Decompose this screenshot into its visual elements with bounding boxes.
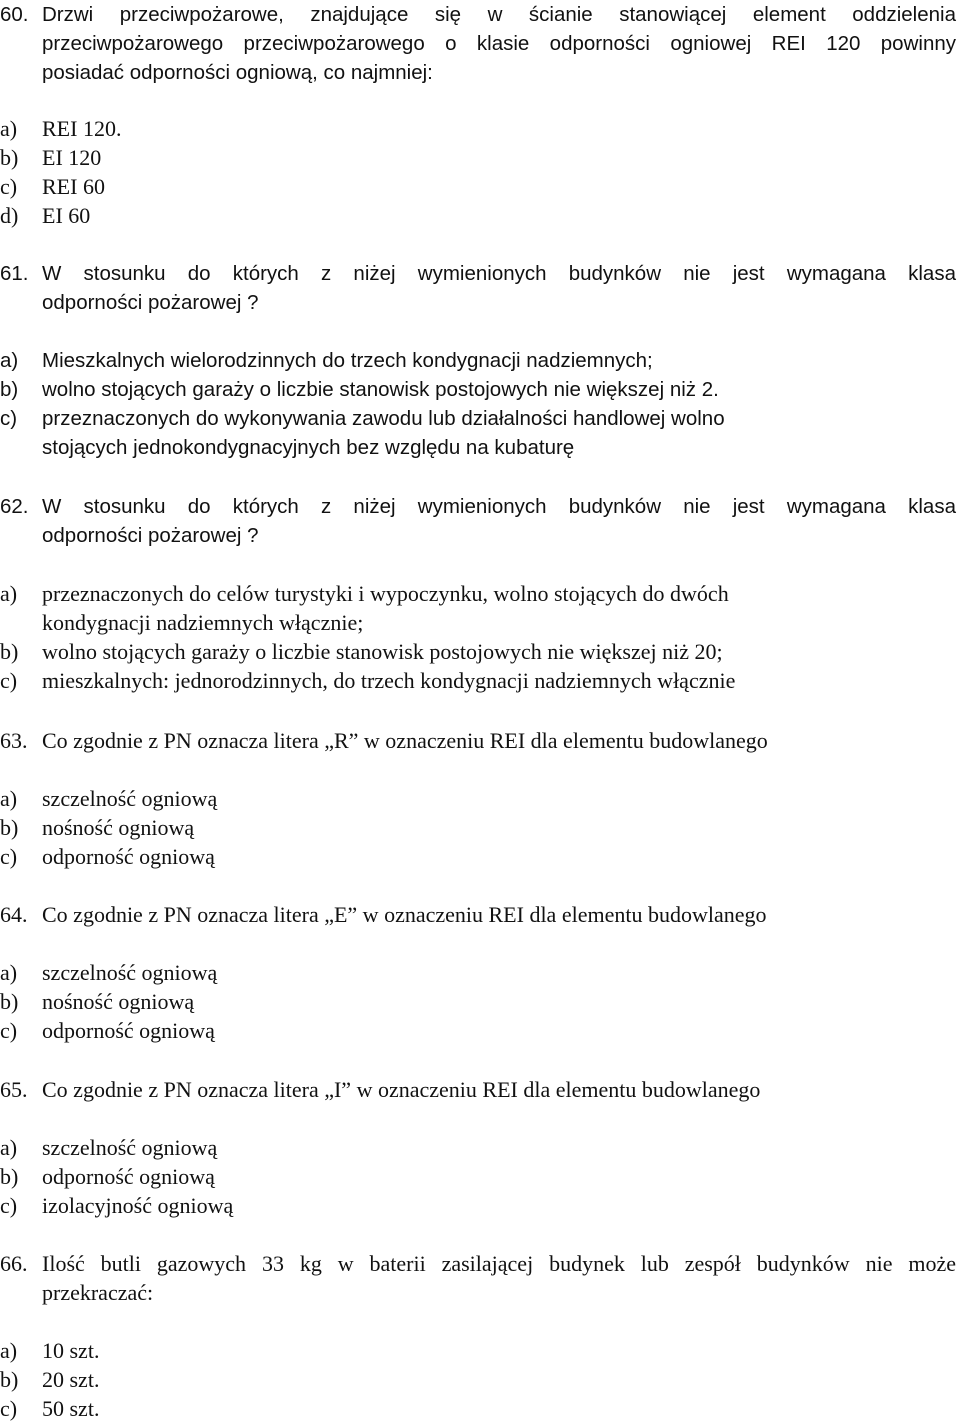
option-b bbox=[0, 143, 956, 172]
question-text-line: Co zgodnie z PN oznacza litera „E” w oznaczeniu REI dla elementu budowlanego bbox=[42, 902, 767, 927]
options-list-64 bbox=[0, 958, 956, 1045]
option-text: 50 szt. bbox=[42, 1396, 100, 1421]
question-64 bbox=[0, 900, 956, 929]
option-text: odporność ogniową bbox=[42, 1164, 215, 1189]
option-label: c) bbox=[0, 1396, 18, 1421]
options-list-63 bbox=[0, 784, 956, 871]
option-label: c) bbox=[0, 174, 18, 199]
option-text: REI 120. bbox=[42, 116, 122, 141]
option-text: EI 120 bbox=[42, 145, 102, 170]
option-label: a) bbox=[0, 960, 18, 985]
option-label: b) bbox=[0, 989, 19, 1014]
option-text: odporność ogniową bbox=[42, 1018, 215, 1043]
question-number: 65. bbox=[0, 1077, 28, 1102]
option-a bbox=[0, 1133, 956, 1162]
option-c bbox=[0, 172, 956, 201]
option-label: a) bbox=[0, 116, 18, 141]
option-label: a) bbox=[0, 786, 18, 811]
question-text-line: posiadać odporności ogniową, co najmniej: bbox=[42, 61, 433, 84]
option-label: b) bbox=[0, 1164, 19, 1189]
question-number: 62. bbox=[0, 495, 29, 518]
option-text: wolno stojących garaży o liczbie stanowisk postojowych nie większej niż 2. bbox=[42, 378, 719, 401]
question-65 bbox=[0, 1075, 956, 1104]
option-text-continued: stojących jednokondygnacyjnych bez względu na kubaturę bbox=[42, 436, 575, 459]
option-text: izolacyjność ogniową bbox=[42, 1193, 234, 1218]
option-a bbox=[0, 114, 956, 143]
option-label: c) bbox=[0, 844, 18, 869]
option-text: nośność ogniową bbox=[42, 989, 195, 1014]
option-text: szczelność ogniową bbox=[42, 960, 218, 985]
option-b bbox=[0, 375, 956, 404]
question-number: 60. bbox=[0, 3, 29, 26]
option-c bbox=[0, 666, 956, 695]
question-text-line: Co zgodnie z PN oznacza litera „R” w oznaczeniu REI dla elementu budowlanego bbox=[42, 728, 768, 753]
options-list-61 bbox=[0, 346, 956, 462]
option-a bbox=[0, 958, 956, 987]
question-text-line: Ilość butli gazowych 33 kg w baterii zasilającej budynek lub zespół budynków nie może bbox=[42, 1251, 956, 1276]
options-list-66 bbox=[0, 1336, 956, 1423]
option-text: przeznaczonych do celów turystyki i wypoczynku, wolno stojących do dwóch bbox=[42, 581, 729, 606]
option-a bbox=[0, 1336, 956, 1365]
question-text-line: Drzwi przeciwpożarowe, znajdujące się w ścianie stanowiącej element oddzielenia bbox=[42, 3, 956, 26]
option-c bbox=[0, 842, 956, 871]
option-c bbox=[0, 1191, 956, 1220]
question-66 bbox=[0, 1249, 956, 1307]
option-text: nośność ogniową bbox=[42, 815, 195, 840]
options-list-62 bbox=[0, 579, 956, 695]
option-text: REI 60 bbox=[42, 174, 105, 199]
option-c bbox=[0, 1016, 956, 1045]
option-text: odporność ogniową bbox=[42, 844, 215, 869]
question-text-line: Co zgodnie z PN oznacza litera „I” w oznaczeniu REI dla elementu budowlanego bbox=[42, 1077, 761, 1102]
option-label: a) bbox=[0, 1135, 18, 1160]
option-a bbox=[0, 579, 956, 637]
option-label: c) bbox=[0, 407, 18, 430]
option-label: c) bbox=[0, 668, 18, 693]
option-label: a) bbox=[0, 581, 18, 606]
option-a bbox=[0, 346, 956, 375]
option-b bbox=[0, 1365, 956, 1394]
options-list-60 bbox=[0, 114, 956, 230]
option-text: szczelność ogniową bbox=[42, 786, 218, 811]
option-label: d) bbox=[0, 203, 19, 228]
question-text-line: przeciwpożarowego przeciwpożarowego o klasie odporności ogniowej REI 120 powinny bbox=[42, 32, 956, 55]
question-number: 61. bbox=[0, 262, 29, 285]
option-label: b) bbox=[0, 378, 19, 401]
option-label: a) bbox=[0, 349, 19, 372]
option-text: Mieszkalnych wielorodzinnych do trzech kondygnacji nadziemnych; bbox=[42, 349, 653, 372]
question-62 bbox=[0, 492, 956, 550]
option-label: c) bbox=[0, 1018, 18, 1043]
question-text-line: przekraczać: bbox=[42, 1280, 154, 1305]
option-b bbox=[0, 637, 956, 666]
option-text: szczelność ogniową bbox=[42, 1135, 218, 1160]
question-text-line: W stosunku do których z niżej wymienionych budynków nie jest wymagana klasa bbox=[42, 495, 956, 518]
option-label: a) bbox=[0, 1338, 18, 1363]
option-b bbox=[0, 813, 956, 842]
option-a bbox=[0, 784, 956, 813]
option-label: c) bbox=[0, 1193, 18, 1218]
option-text: 10 szt. bbox=[42, 1338, 100, 1363]
question-60 bbox=[0, 0, 956, 87]
question-number: 64. bbox=[0, 902, 28, 927]
option-label: b) bbox=[0, 1367, 19, 1392]
question-number: 63. bbox=[0, 728, 28, 753]
question-text-line: odporności pożarowej ? bbox=[42, 291, 259, 314]
question-63 bbox=[0, 726, 956, 755]
question-61 bbox=[0, 259, 956, 317]
question-text-line: odporności pożarowej ? bbox=[42, 524, 259, 547]
option-text: mieszkalnych: jednorodzinnych, do trzech kondygnacji nadziemnych włącznie bbox=[42, 668, 736, 693]
option-text: przeznaczonych do wykonywania zawodu lub działalności handlowej wolno bbox=[42, 407, 725, 430]
option-label: b) bbox=[0, 145, 19, 170]
question-number: 66. bbox=[0, 1251, 28, 1276]
options-list-65 bbox=[0, 1133, 956, 1220]
option-text-continued: kondygnacji nadziemnych włącznie; bbox=[42, 610, 364, 635]
question-text-line: W stosunku do których z niżej wymienionych budynków nie jest wymagana klasa bbox=[42, 262, 956, 285]
option-b bbox=[0, 1162, 956, 1191]
option-c bbox=[0, 1394, 956, 1423]
option-text: EI 60 bbox=[42, 203, 91, 228]
option-text: wolno stojących garaży o liczbie stanowisk postojowych nie większej niż 20; bbox=[42, 639, 723, 664]
option-c bbox=[0, 404, 956, 462]
option-d bbox=[0, 201, 956, 230]
option-b bbox=[0, 987, 956, 1016]
option-label: b) bbox=[0, 815, 19, 840]
option-label: b) bbox=[0, 639, 19, 664]
option-text: 20 szt. bbox=[42, 1367, 100, 1392]
